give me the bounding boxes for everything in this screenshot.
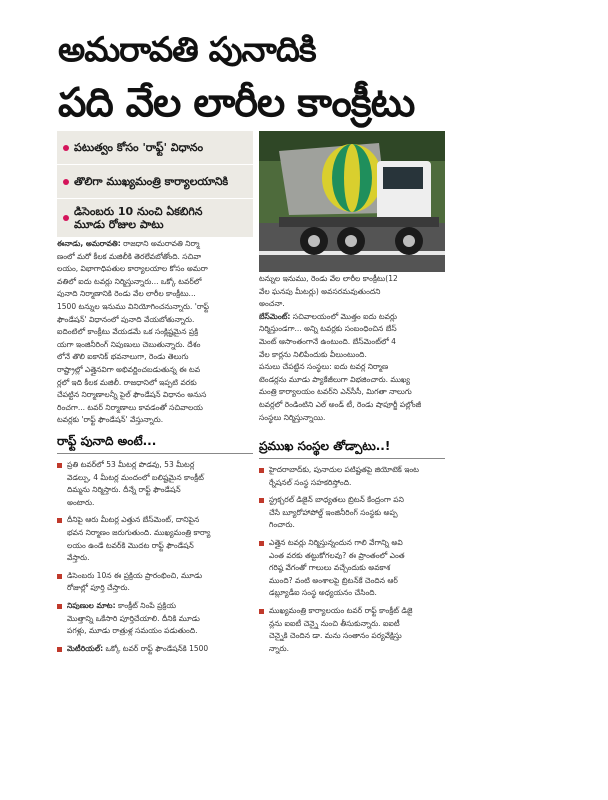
list-item — [259, 494, 445, 532]
highlight-text: తొలిగా ముఖ్యమంత్రి కార్యాలయానికి — [74, 175, 229, 188]
section-right-list — [259, 464, 445, 655]
headline-line-2: పది వేల లారీల కాంక్రీటు — [58, 80, 415, 126]
list-item — [57, 459, 255, 509]
highlight-text: డిసెంబరు 10 నుంచి ఏకబిగిన మూడు రోజుల పాటు — [74, 205, 203, 231]
article-column-2 — [259, 273, 445, 424]
highlight-item — [57, 131, 253, 165]
section-left-list — [57, 459, 255, 655]
section-right-title: ప్రముఖ సంస్థల తోడ్పాటు..! — [259, 439, 391, 453]
item-text: స్ట్రక్చరల్ డిజైన్ బాధ్యతలు బ్రిటన్ కేంద్రంగా పని చేసే బ్యూరోహాపోల్డ్ ఇంజినీరింగ్ సంస్థకు అప్ప గించారు. — [269, 495, 404, 530]
article-text: రాజధాని అమరావతి నిర్మా ణంలో మరో కీలక మజిలీకి తెరలేవబోతోంది. సచివా లయం, విభాగాధిపతుల కార్యాలయాల కోసం అమరా వతిలో ఐదు టవర్లు నిర్మిస్తున్నారు... ఒక్కో టవర్‌లో పునాది నిర్మాణానికి రెండు వేల లారీల కాంక్రీటు... 1500 టన్నుల ఇనుము వినియోగించనున్నారు. 'రాఫ్ట్ ఫౌండేషన్' విధానంలో పునాది వేయబోతున్నారు. ఐదింటిలో కాంక్రీటు వేయడమే ఒక సంక్లిష్టమైన ప్రక్రి యగా ఇంజినీరింగ్ నిపుణులు చెబుతున్నారు. దేశం లోనే తొలి ఐకానిక్ భవనాలుగా, రెండు తెలుగు రాష్ట్రాల్లో ఎత్తైనవిగా అభివర్ణించబడుతున్న ఈ టవ ర్లలో ఇది కీలక మజిలీ. రాజధానిలో ఇప్పటి వరకు చేపట్టిన నిర్మాణాలన్నీ పైల్ ఫౌండేషన్ విధానం అనుస రించగా... టవర్ నిర్మాణాలు కావడంతో సచివాలయ టవర్లకు 'రాఫ్ట్ ఫౌండేషన్' వేస్తున్నారు. — [57, 239, 209, 425]
divider — [57, 453, 253, 454]
item-text: ఎత్తైన టవర్లు నిర్మిస్తున్నందున గాలి వేగాన్ని అవి ఎంత వరకు తట్టుకోగలవు? ఈ ప్రాంతంలో ఎంత గరిష్ఠ వేగంతో గాలులు వచ్చేందుకు అవకాశ ముంది? వంటి అంశాలపై బ్రిటన్‌కే చెందిన ఆర్ డబ్ల్యూడీఐ సంస్థ అధ్యయనం చేసింది. — [269, 537, 405, 598]
paragraph-label: బేస్‌మెంట్: — [259, 311, 291, 321]
item-label: నిపుణుల మాట: — [67, 600, 116, 610]
item-text: డిసెంబరు 10న ఈ ప్రక్రియ ప్రారంభించి, మూడు రోజుల్లో పూర్తి చేస్తారు. — [67, 570, 203, 593]
list-item — [57, 600, 255, 638]
article-column-1 — [57, 238, 255, 427]
item-text: ముఖ్యమంత్రి కార్యాలయం టవర్ రాఫ్ట్ కాంక్రీట్ డిజై న్లను ఐఐటీ చెన్నై నుంచి తీసుకున్నారు. ఐఐటీ చెన్నైకి చెందిన డా. మను సంతానం పర్యవేక్షిస్తు న్నారు. — [269, 605, 413, 653]
list-item — [57, 514, 255, 564]
list-item — [57, 643, 255, 656]
list-item — [259, 537, 445, 600]
item-label: మెటీరియల్: — [67, 643, 104, 653]
highlights-box — [57, 131, 253, 237]
section-left-title: రాఫ్ట్ పునాది అంటే... — [57, 434, 157, 448]
item-text: దీనిపై ఆరు మీటర్ల ఎత్తున బేస్‌మెంట్, దానిపైన భవన నిర్మాణం జరుగుతుంది. ముఖ్యమంత్రి కార్యా లయం ఉండే టవర్‌కి మొదట రాఫ్ట్ ఫౌండేషన్ వేస్తారు. — [67, 515, 211, 563]
article-text: సచివాలయంలో మొత్తం ఐదు టవర్లు నిర్మిస్తుండగా... అన్ని టవర్లకు సంబంధించిన బేస్ మెంట్ ఆసాంతంగానే ఉంటుంది. బేస్‌మెంట్‌లో 4 వేల కార్లను నిలిపేందుకు వీలుంటుంది. పనులు చేపట్టిన సంస్థలు: ఐదు టవర్ల నిర్మాణ టెండర్లను మూడు ప్యాకేజీలుగా విభజించారు. ముఖ్య మంత్రి కార్యాలయం టవర్‌ని ఎన్‌సీసీ, మిగతా నాలుగు టవర్లలో రెండింటిని ఎల్ అండ్ టీ, రెండు షాపూర్జీ పల్లోంజీ సంస్థలు నిర్మిస్తున్నాయి. — [259, 311, 422, 422]
highlight-item — [57, 199, 253, 237]
highlight-text: పటుత్వం కోసం 'రాఫ్ట్' విధానం — [74, 141, 204, 154]
article-text: టన్నుల ఇనుము, రెండు వేల లారీల కాంక్రీటు(12 వేల ఘనపు మీటర్లు) అవసరమవుతుందని అంచనా. — [259, 274, 398, 309]
item-text: ఒక్కో టవర్ రాఫ్ట్ ఫౌండేషన్‌కి 1500 — [103, 643, 209, 653]
divider — [259, 458, 445, 459]
highlight-item — [57, 165, 253, 199]
concrete-mixer-truck-photo — [259, 131, 445, 272]
list-item — [57, 570, 255, 595]
list-item — [259, 464, 445, 489]
bullet-dot-icon — [63, 215, 69, 221]
item-text: హైదరాబాద్‌కు, పునాదుల పటిష్టతపై జియోటెక్ ఇంట ర్నేషనల్ సంస్థ సహకరిస్తోంది. — [269, 465, 419, 487]
bullet-dot-icon — [63, 179, 69, 185]
list-item — [259, 605, 445, 655]
dateline: ఈనాడు, అమరావతి: — [57, 239, 121, 248]
item-text: ప్రతి టవర్‌లో 53 మీటర్ల పొడవు, 53 మీటర్ల వెడల్పు, 4 మీటర్ల మందంలో బలిష్టమైన కాంక్రీట్ దిమ్మను నిర్మిస్తారు. దీన్నే రాఫ్ట్ ఫౌండేషన్ అంటారు. — [67, 460, 204, 507]
headline-line-1: అమరావతి పునాదికి — [58, 30, 316, 70]
bullet-dot-icon — [63, 145, 69, 151]
item-text: కాంక్రీట్ నింపే ప్రక్రియ మొత్తాన్ని ఒకేసారి పూర్తిచేయాలి. దీనికి మూడు పగళ్లు, మూడు రాత్రుళ్ల సమయం పడుతుంది. — [67, 600, 200, 636]
